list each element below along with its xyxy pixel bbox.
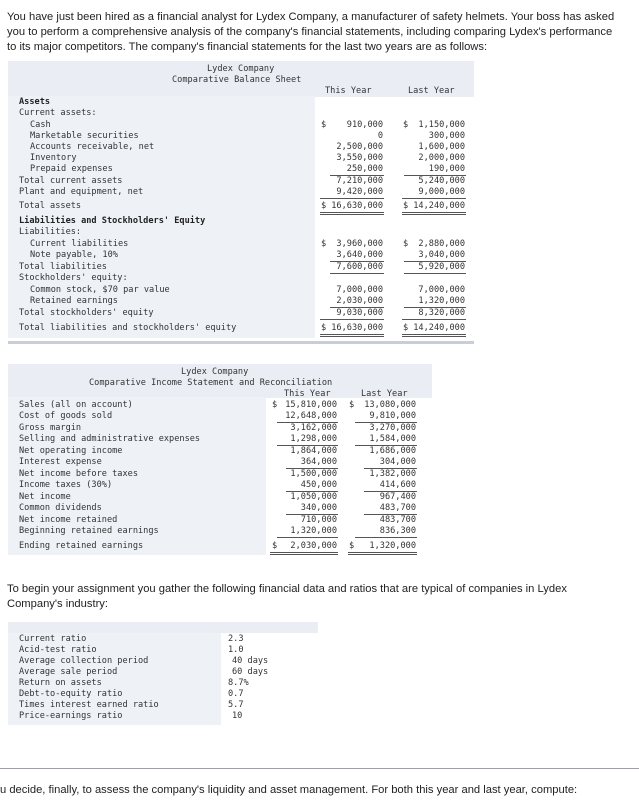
cell-last-year: 483,700 — [379, 503, 416, 513]
cell-this-year: 250,000 — [346, 164, 383, 174]
cell-last-year: 8,320,000 — [418, 308, 465, 318]
ratio-label: Average collection period — [19, 656, 149, 666]
equity-heading: Stockholders' equity: — [19, 273, 128, 283]
cell-last-year: 1,584,000 — [369, 434, 416, 444]
row-label: Ending retained earnings — [19, 541, 144, 551]
row-label: Retained earnings — [30, 296, 118, 306]
intro-line-3: to its major competitors. The company's financial statements for the last two years are as follows: — [7, 41, 488, 53]
ratio-label: Average sale period — [19, 667, 118, 677]
cell-this-year: 3,162,000 — [290, 423, 337, 433]
ratio-label: Return on assets — [19, 678, 102, 688]
cell-this-year: 3,960,000 — [336, 239, 383, 249]
cell-last-year: 14,240,000 — [413, 201, 465, 211]
cell-last-year: 13,080,000 — [364, 400, 416, 410]
intro-line-1: You have just been hired as a financial analyst for Lydex Company, a manufacturer of safety helmets. Your boss has asked — [7, 11, 615, 23]
cell-last-year: 304,000 — [379, 457, 416, 467]
cell-last-year: 3,040,000 — [418, 250, 465, 260]
row-label: Total current assets — [19, 176, 123, 186]
cell-this-year: 1,500,000 — [290, 469, 337, 479]
ratio-value: 40 days — [232, 656, 269, 666]
cell-last-year: 9,810,000 — [369, 411, 416, 421]
cell-this-year: 1,864,000 — [290, 446, 337, 456]
row-label: Common dividends — [19, 503, 102, 513]
row-label: Net operating income — [19, 446, 123, 456]
ratio-label: Debt-to-equity ratio — [19, 689, 123, 699]
cell-last-year: 5,240,000 — [418, 176, 465, 186]
cell-last-year: 2,880,000 — [418, 239, 465, 249]
cell-this-year: 9,030,000 — [336, 308, 383, 318]
cell-last-year: 190,000 — [428, 164, 465, 174]
currency-symbol: $ — [321, 323, 327, 333]
cell-this-year: 16,630,000 — [331, 323, 383, 333]
cell-this-year: 1,298,000 — [290, 434, 337, 444]
balance-col-this-year: This Year — [325, 86, 372, 96]
row-label: Prepaid expenses — [30, 164, 113, 174]
row-label: Cash — [30, 120, 51, 130]
cell-this-year: 9,420,000 — [336, 187, 383, 197]
liabilities-heading: Liabilities: — [19, 227, 82, 237]
income-col-this-year: This Year — [284, 389, 331, 399]
cell-this-year: 12,648,000 — [285, 411, 337, 421]
row-label: Cost of goods sold — [19, 411, 113, 421]
row-label: Sales (all on account) — [19, 400, 133, 410]
row-label: Income taxes (30%) — [19, 480, 113, 490]
liabilities-equity-heading: Liabilities and Stockholders' Equity — [19, 216, 206, 226]
intro-line-2: you to perform a comprehensive analysis of the company's financial statements, including comparing Lydex's performance — [7, 26, 613, 38]
cell-last-year: 300,000 — [428, 131, 465, 141]
cell-this-year: 16,630,000 — [331, 201, 383, 211]
cell-this-year: 1,050,000 — [290, 492, 337, 502]
cell-last-year: 836,300 — [379, 526, 416, 536]
cell-this-year: 340,000 — [300, 503, 337, 513]
cell-this-year: 3,550,000 — [336, 153, 383, 163]
ratio-value: 10 — [232, 711, 243, 721]
currency-symbol: $ — [349, 400, 355, 410]
row-label: Total stockholders' equity — [19, 308, 154, 318]
row-label: Accounts receivable, net — [30, 142, 155, 152]
balance-title: Comparative Balance Sheet — [172, 75, 302, 85]
cell-this-year: 364,000 — [300, 457, 337, 467]
cell-this-year: 710,000 — [300, 515, 337, 525]
cell-last-year: 1,382,000 — [369, 469, 416, 479]
row-label: Total liabilities and stockholders' equity — [19, 323, 237, 333]
row-label: Total assets — [19, 201, 82, 211]
row-label: Gross margin — [19, 423, 82, 433]
industry-line-2: Company's industry: — [7, 598, 108, 610]
cell-this-year: 1,320,000 — [290, 526, 337, 536]
currency-symbol: $ — [403, 120, 409, 130]
cell-last-year: 1,150,000 — [418, 120, 465, 130]
row-label: Net income — [19, 492, 71, 502]
cell-last-year: 14,240,000 — [413, 323, 465, 333]
ratio-label: Times interest earned ratio — [19, 700, 159, 710]
row-label: Plant and equipment, net — [19, 187, 144, 197]
cell-this-year: 7,210,000 — [336, 176, 383, 186]
ratio-value: 8.7% — [228, 678, 249, 688]
currency-symbol: $ — [272, 541, 278, 551]
balance-col-last-year: Last Year — [408, 86, 455, 96]
cell-this-year: 2,030,000 — [290, 541, 337, 551]
row-label: Note payable, 10% — [30, 250, 118, 260]
cell-last-year: 3,270,000 — [369, 423, 416, 433]
industry-line-1: To begin your assignment you gather the following financial data and ratios that are typical of companies in Lydex — [7, 583, 567, 595]
current-assets-heading: Current assets: — [19, 108, 97, 118]
ratio-value: 5.7 — [228, 700, 244, 710]
ratio-label: Current ratio — [19, 634, 87, 644]
cell-this-year: 15,810,000 — [285, 400, 337, 410]
cell-last-year: 9,000,000 — [418, 187, 465, 197]
row-label: Marketable securities — [30, 131, 139, 141]
cell-last-year: 5,920,000 — [418, 262, 465, 272]
ratio-label: Acid-test ratio — [19, 645, 97, 655]
ratio-value: 60 days — [232, 667, 269, 677]
cell-this-year: 0 — [377, 131, 383, 141]
currency-symbol: $ — [321, 239, 327, 249]
row-label: Common stock, $70 par value — [30, 285, 170, 295]
currency-symbol: $ — [321, 201, 327, 211]
cell-last-year: 1,320,000 — [418, 296, 465, 306]
cell-last-year: 1,686,000 — [369, 446, 416, 456]
cell-last-year: 414,600 — [379, 480, 416, 490]
currency-symbol: $ — [272, 400, 278, 410]
ratio-value: 0.7 — [228, 689, 244, 699]
row-label: Inventory — [30, 153, 77, 163]
cell-last-year: 2,000,000 — [418, 153, 465, 163]
cell-this-year: 910,000 — [346, 120, 383, 130]
row-label: Selling and administrative expenses — [19, 434, 201, 444]
income-col-last-year: Last Year — [361, 389, 408, 399]
cell-this-year: 2,500,000 — [336, 142, 383, 152]
row-label: Net income retained — [19, 515, 118, 525]
row-label: Total liabilities — [19, 262, 107, 272]
balance-company: Lydex Company — [207, 64, 275, 74]
cell-last-year: 967,400 — [379, 492, 416, 502]
cell-this-year: 2,030,000 — [336, 296, 383, 306]
cell-this-year: 7,000,000 — [336, 285, 383, 295]
cell-this-year: 7,600,000 — [336, 262, 383, 272]
cell-last-year: 7,000,000 — [418, 285, 465, 295]
row-label: Current liabilities — [30, 239, 129, 249]
row-label: Interest expense — [19, 457, 102, 467]
income-title: Comparative Income Statement and Reconciliation — [89, 378, 333, 388]
cell-last-year: 1,600,000 — [418, 142, 465, 152]
ratio-value: 2.3 — [228, 634, 244, 644]
ratio-label: Price-earnings ratio — [19, 711, 123, 721]
income-company: Lydex Company — [181, 367, 249, 377]
currency-symbol: $ — [321, 120, 327, 130]
currency-symbol: $ — [403, 201, 409, 211]
cell-last-year: 1,320,000 — [369, 541, 416, 551]
cell-this-year: 450,000 — [300, 480, 337, 490]
ratio-value: 1.0 — [228, 645, 244, 655]
row-label: Net income before taxes — [19, 469, 138, 479]
bottom-instruction: u decide, finally, to assess the company's liquidity and asset management. For both this year and last year, compute: — [0, 784, 578, 796]
assets-heading: Assets — [19, 97, 51, 107]
cell-last-year: 483,700 — [379, 515, 416, 525]
cell-this-year: 3,640,000 — [336, 250, 383, 260]
row-label: Beginning retained earnings — [19, 526, 159, 536]
currency-symbol: $ — [403, 239, 409, 249]
currency-symbol: $ — [403, 323, 409, 333]
currency-symbol: $ — [349, 541, 355, 551]
section-divider — [0, 768, 639, 769]
